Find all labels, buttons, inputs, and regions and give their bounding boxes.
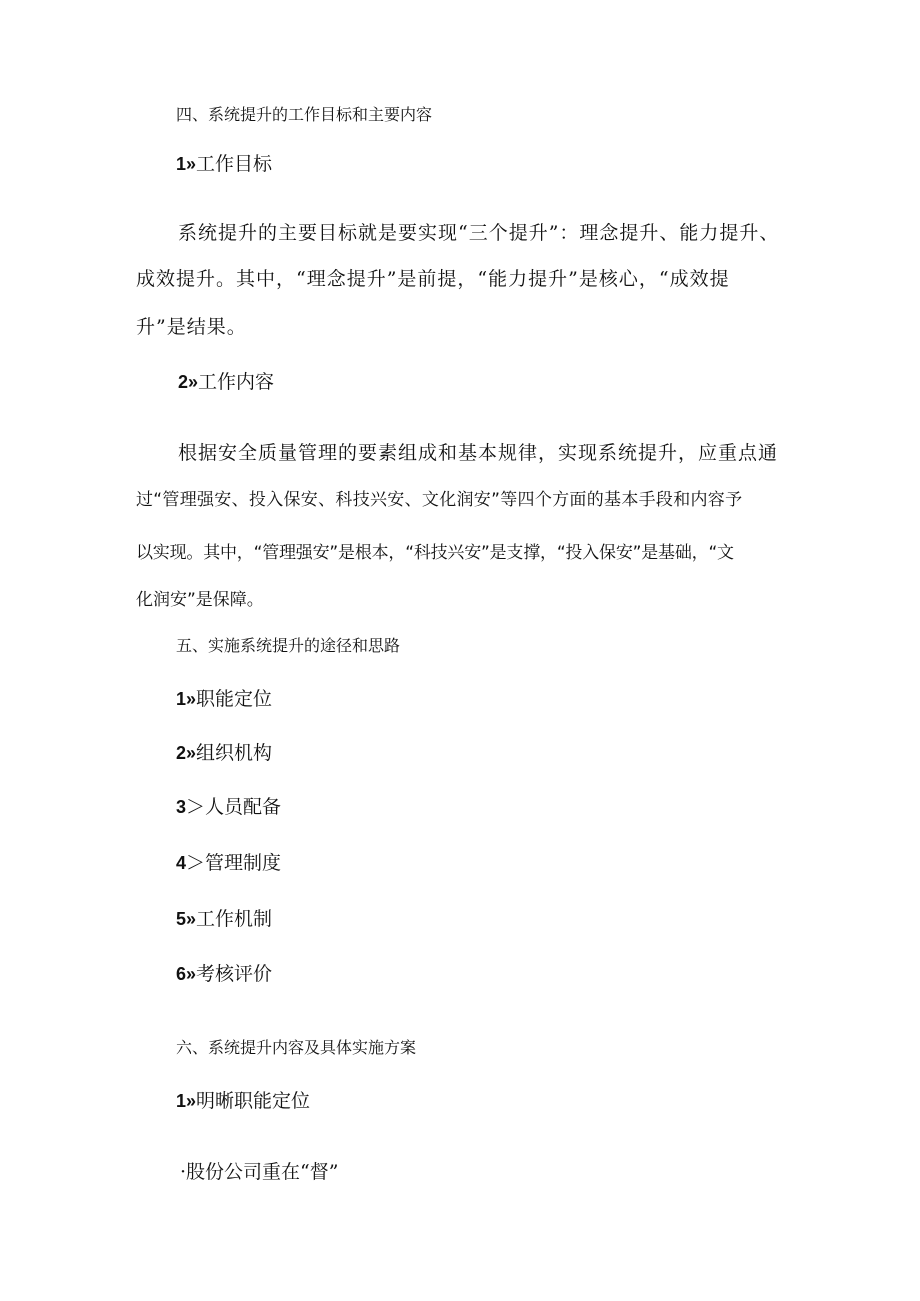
item-number: 1» xyxy=(176,689,197,709)
section-6-item-1 xyxy=(176,1092,310,1111)
section-5-item-2 xyxy=(176,744,272,763)
section-5-item-4 xyxy=(176,854,281,873)
item-label: 考核评价 xyxy=(196,963,273,985)
item-number: 2» xyxy=(178,372,199,392)
paragraph-1-line-2: 成效提升。其中，“理念提升”是前提，“能力提升”是核心，“成效提 xyxy=(136,268,730,290)
item-label: 工作机制 xyxy=(196,908,273,930)
paragraph-2-line-2: 过“管理强安、投入保安、科技兴安、文化润安”等四个方面的基本手段和内容予 xyxy=(136,490,743,510)
item-label: 组织机构 xyxy=(196,742,273,764)
section-5-heading: 五、实施系统提升的途径和思路 xyxy=(176,636,401,655)
paragraph-2-line-1: 根据安全质量管理的要素组成和基本规律，实现系统提升，应重点通 xyxy=(178,442,779,464)
section-4-item-2 xyxy=(178,373,274,392)
item-label: ＞人员配备 xyxy=(186,796,282,818)
section-5-item-3 xyxy=(176,798,281,817)
item-label: ＞管理制度 xyxy=(186,852,282,874)
paragraph-1-line-3: 升”是结果。 xyxy=(136,316,247,338)
item-label: 工作内容 xyxy=(198,371,275,393)
item-number: 6» xyxy=(176,964,197,984)
section-5-item-6 xyxy=(176,965,272,984)
item-number: 1» xyxy=(176,1091,197,1111)
section-4-item-1 xyxy=(176,155,272,174)
item-number: 3 xyxy=(176,797,187,817)
item-number: 2» xyxy=(176,743,197,763)
item-number: 1» xyxy=(176,154,197,174)
paragraph-2-line-3: 以实现。其中，“管理强安”是根本，“科技兴安”是支撑，“投入保安”是基础，“文 xyxy=(136,543,734,563)
section-6-bullet-1: ·股份公司重在“督” xyxy=(180,1161,339,1183)
item-number: 4 xyxy=(176,853,187,873)
item-label: 职能定位 xyxy=(196,688,273,710)
item-number: 5» xyxy=(176,909,197,929)
paragraph-2-line-4: 化润安”是保障。 xyxy=(136,590,264,610)
section-5-item-1 xyxy=(176,690,272,709)
section-5-item-5 xyxy=(176,910,272,929)
section-4-heading: 四、系统提升的工作目标和主要内容 xyxy=(176,105,433,124)
item-label: 明晰职能定位 xyxy=(196,1090,311,1112)
section-6-heading: 六、系统提升内容及具体实施方案 xyxy=(176,1038,417,1057)
paragraph-1-line-1: 系统提升的主要目标就是要实现“三个提升”：理念提升、能力提升、 xyxy=(178,222,780,244)
item-label: 工作目标 xyxy=(196,153,273,175)
